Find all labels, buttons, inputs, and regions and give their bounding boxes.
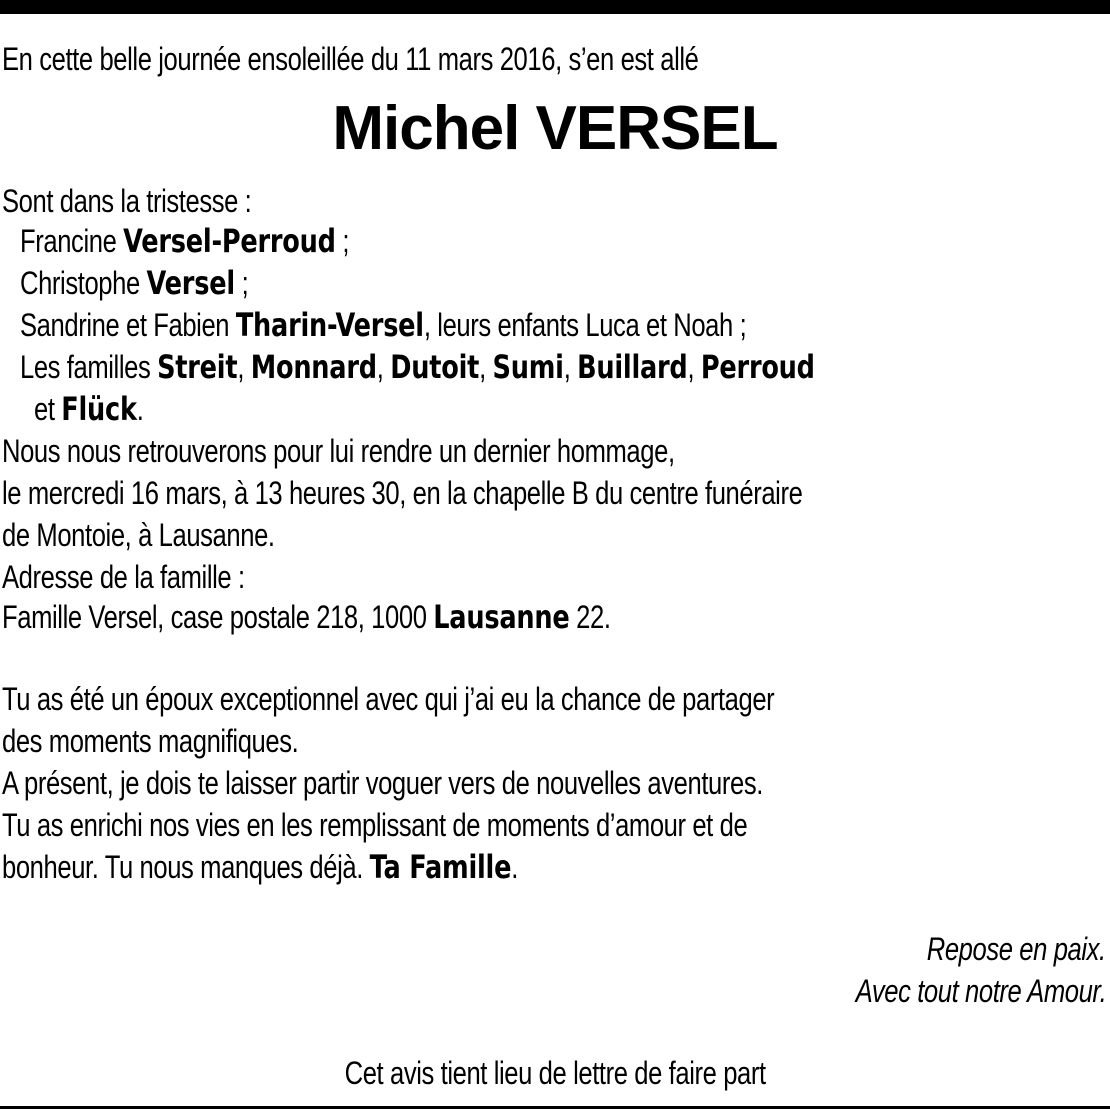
mourner-family-name: Versel: [146, 264, 235, 302]
separator: ,: [687, 349, 701, 385]
mourner-first-name: Sandrine et Fabien: [20, 307, 236, 343]
message-text: bonheur. Tu nous manques déjà.: [2, 849, 370, 885]
footer-text: Cet avis tient lieu de lettre de faire part: [344, 1055, 766, 1091]
message-suffix: .: [511, 849, 518, 885]
address-city: Lausanne: [433, 598, 570, 636]
address-suffix: 22.: [569, 599, 611, 635]
deceased-name: Michel VERSEL: [332, 94, 778, 163]
mourner-line: [20, 220, 349, 262]
separator: ,: [376, 349, 391, 385]
mourner-line: [20, 262, 248, 304]
top-border-rule: [0, 0, 1110, 14]
families-line-end: [34, 388, 143, 430]
address-prefix: Famille Versel, case postale 218, 1000: [2, 599, 434, 635]
address-heading: Adresse de la famille :: [2, 559, 245, 595]
mourner-first-name: Francine: [20, 223, 124, 259]
mourner-suffix: ;: [234, 265, 249, 301]
families-suffix: .: [136, 391, 144, 427]
intro-text: En cette belle journée ensoleillée du 11 mars 2016, s’en est allé: [2, 41, 699, 77]
mourner-suffix: ;: [335, 223, 350, 259]
footer-notice: [0, 1052, 1110, 1094]
closing-text: Repose en paix.: [926, 931, 1106, 967]
separator: ,: [237, 349, 251, 385]
family-name: Streit: [157, 348, 238, 386]
family-name: Sumi: [492, 348, 564, 386]
message-text: Tu as enrichi nos vies en les remplissant de moments d’amour et de: [2, 807, 748, 843]
message-text: Tu as été un époux exceptionnel avec qui j’ai eu la chance de partager: [2, 681, 775, 717]
mourner-family-name: Versel-Perroud: [123, 222, 336, 260]
ceremony-text: de Montoie, à Lausanne.: [2, 517, 275, 553]
separator: ,: [563, 349, 578, 385]
mourner-line: [20, 304, 746, 346]
family-name: Perroud: [700, 348, 815, 386]
family-name: Dutoit: [390, 348, 480, 386]
families-connector: et: [34, 391, 62, 427]
mourner-first-name: Christophe: [20, 265, 147, 301]
address-line: [2, 596, 611, 638]
message-text: A présent, je dois te laisser partir voguer vers de nouvelles aventures.: [2, 765, 763, 801]
mourner-suffix: , leurs enfants Luca et Noah ;: [423, 307, 747, 343]
message-text: des moments magnifiques.: [2, 723, 299, 759]
family-name: Monnard: [250, 348, 377, 386]
ceremony-text: le mercredi 16 mars, à 13 heures 30, en la chapelle B du centre funéraire: [2, 475, 803, 511]
message-final-line: [2, 846, 518, 888]
bottom-border-rule: [0, 1106, 1110, 1109]
family-name: Buillard: [577, 348, 688, 386]
mourners-heading: Sont dans la tristesse :: [2, 183, 252, 219]
ceremony-text: Nous nous retrouverons pour lui rendre un dernier hommage,: [2, 433, 675, 469]
separator: ,: [479, 349, 493, 385]
signature: Ta Famille: [369, 848, 512, 886]
families-line: [20, 346, 815, 388]
families-prefix: Les familles: [20, 349, 158, 385]
closing-text: Avec tout notre Amour.: [855, 973, 1106, 1009]
family-name: Flück: [61, 390, 137, 428]
mourner-family-name: Tharin-Versel: [235, 306, 424, 344]
